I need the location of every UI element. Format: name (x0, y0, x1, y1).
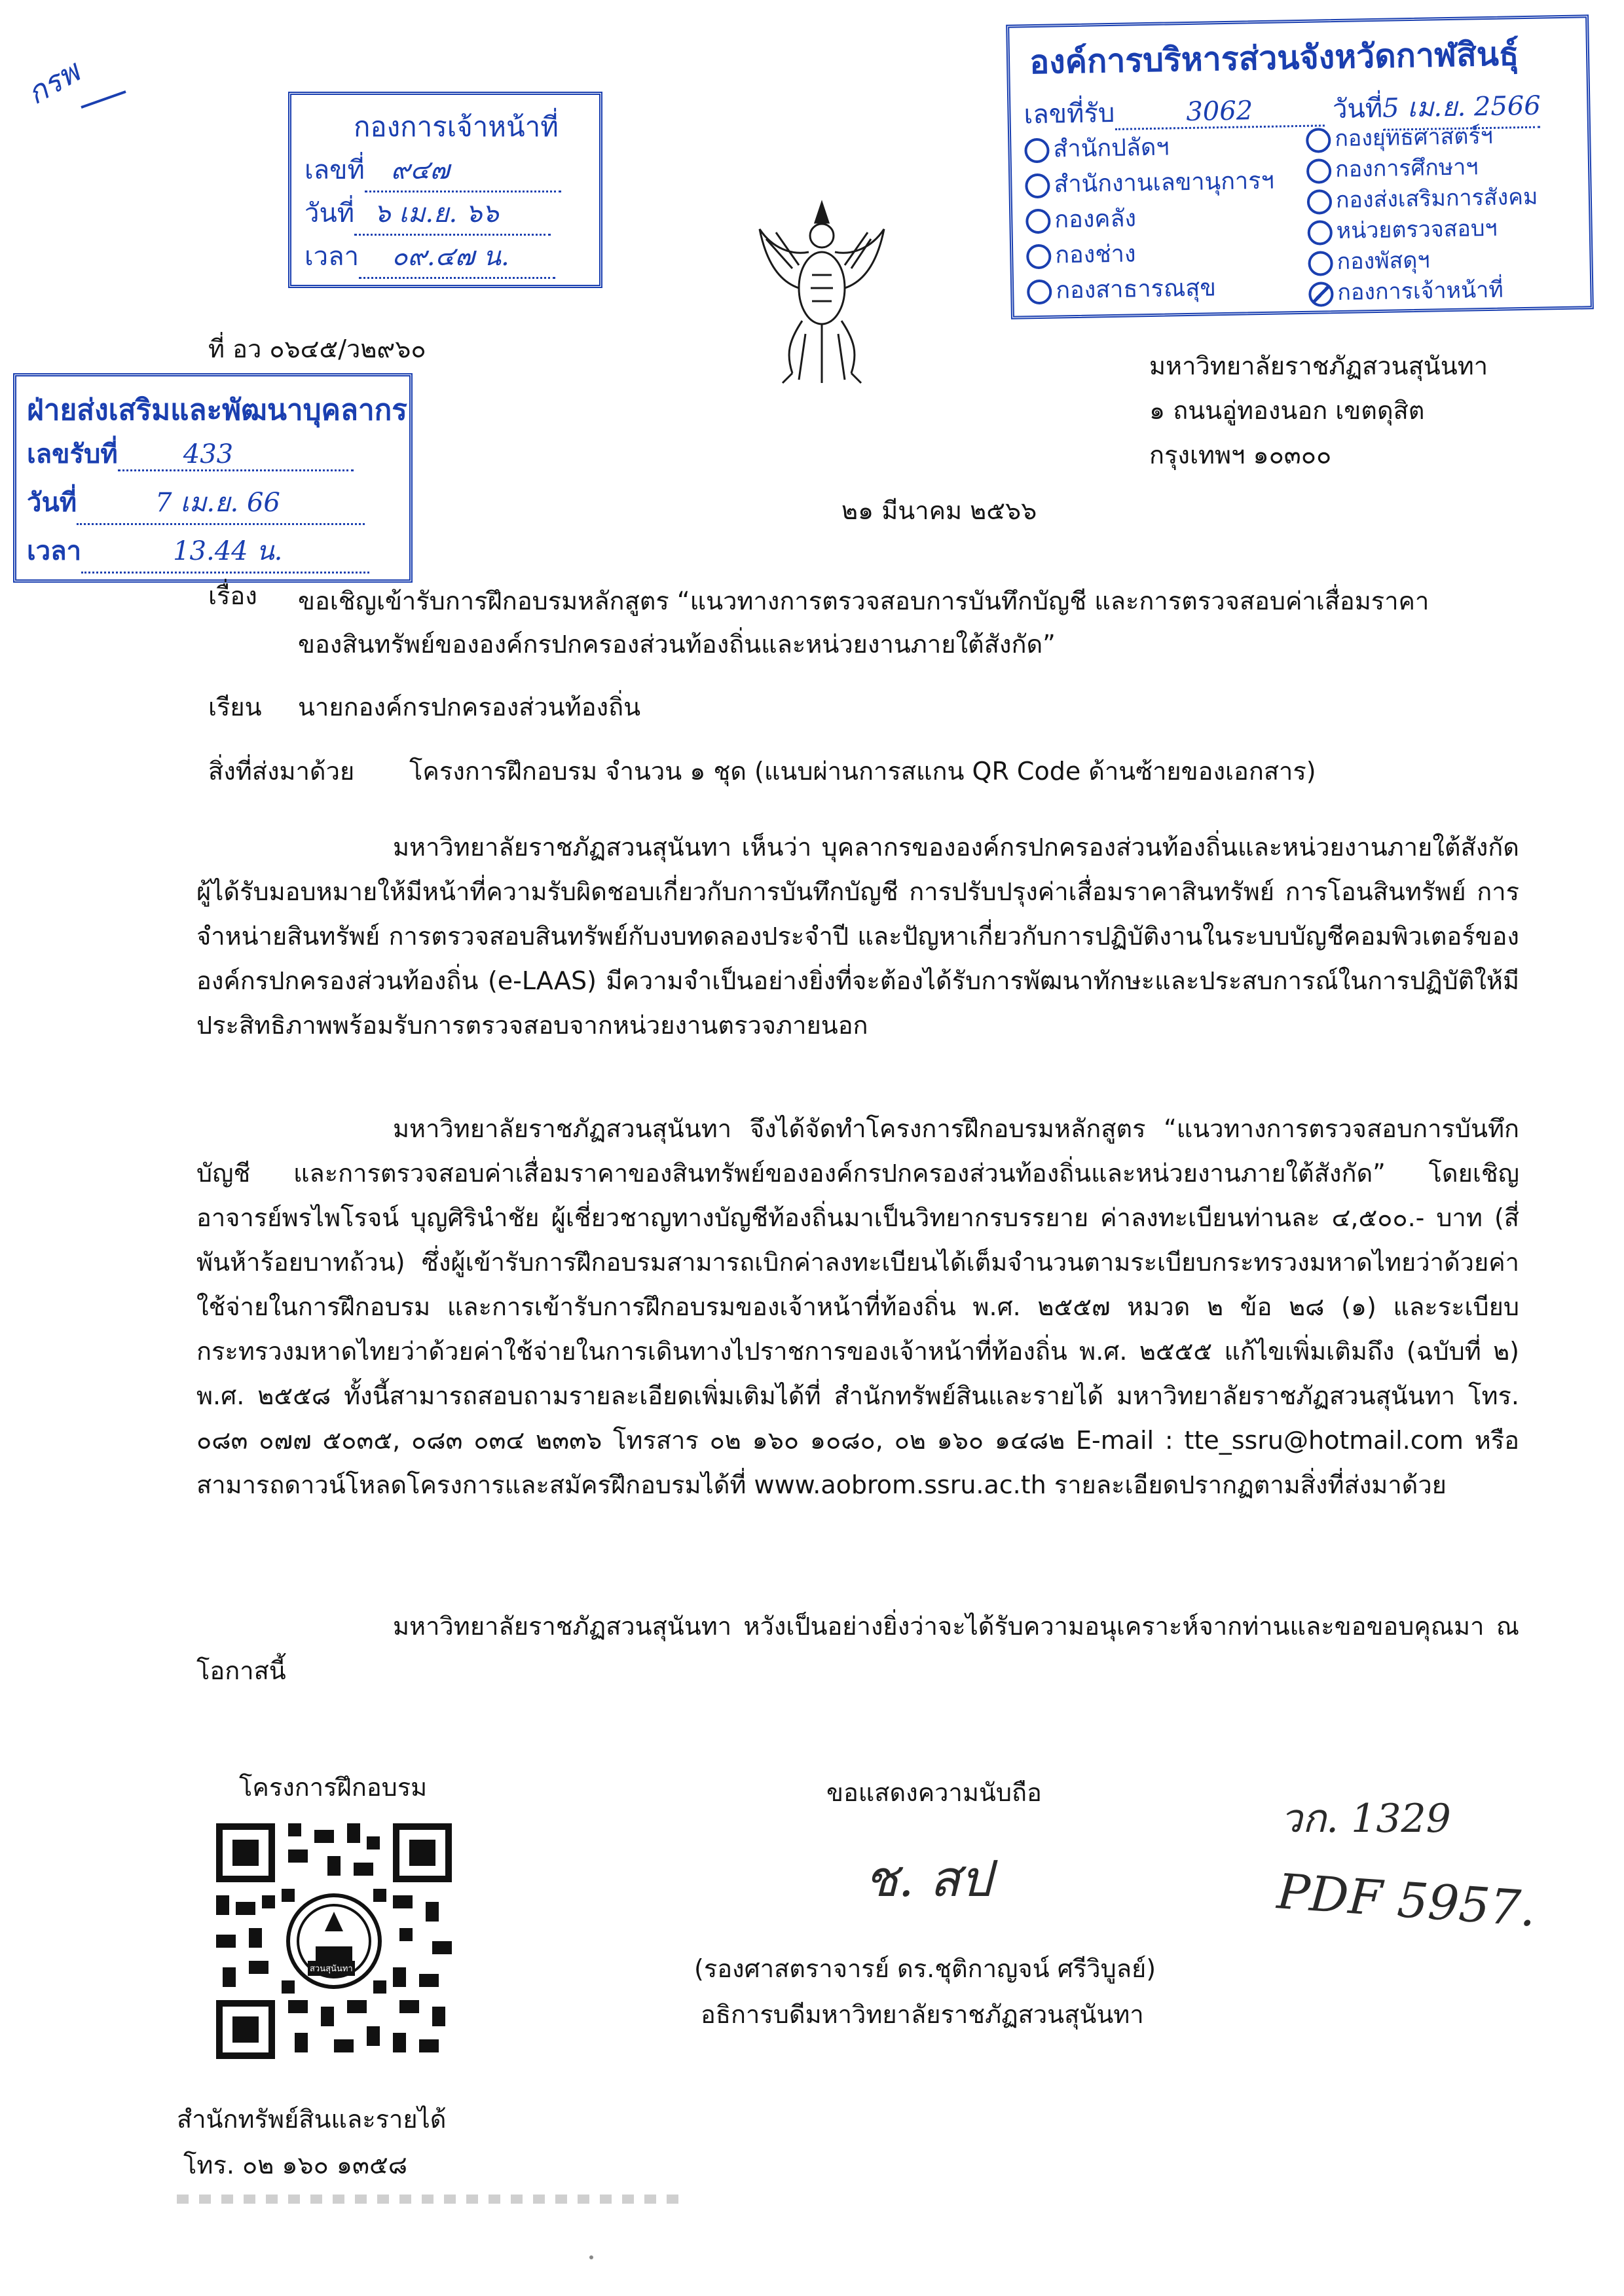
checkbox-circle-icon (1025, 209, 1051, 234)
route-option: หน่วยตรวจสอบฯ (1307, 213, 1538, 247)
checkbox-circle-icon (1024, 138, 1050, 164)
staff-time-label: เวลา (304, 242, 360, 272)
sender-address (1149, 344, 1488, 477)
enclosure-text: โครงการฝึกอบรม จำนวน ๑ ชุด (แนบผ่านการสแกน QR Code ด้านซ้ายของเอกสาร) (409, 757, 1316, 786)
personnel-development-stamp (13, 373, 413, 583)
route-option: กองพัสดุฯ (1308, 244, 1539, 278)
handwritten-pdf-note: PDF 5957. (1275, 1863, 1538, 1938)
staff-date-label: วันที่ (304, 198, 355, 228)
personnel-stamp-title: ฝ่ายส่งเสริมและพัฒนาบุคลากร (27, 393, 407, 427)
personnel-stamp-time-row (27, 530, 369, 574)
subject-line: ขอเชิญเข้ารับการฝึกอบรมหลักสูตร “แนวทางการตรวจสอบการบันทึกบัญชี และการตรวจสอบค่าเสื่อมราคา (298, 587, 1430, 615)
route-option: กองส่งเสริมการสังคม (1307, 182, 1538, 217)
body-paragraph-text: มหาวิทยาลัยราชภัฏสวนสุนันทา เห็นว่า บุคลากรขององค์กรปกครองส่วนท้องถิ่นและหน่วยงานภายใต้สังกัด ผู้ได้รับมอบหมายให้มีหน้าที่ความรับผิดชอบเกี่ยวกับการบันทึกบัญชี การปรับปรุงค่าเสื่อมราคาสินทรัพย์ การโอนสินทรัพย์ การจำหน่ายสินทรัพย์ การตรวจสอบสินทรัพย์กับงบทดลองประจำปี และปัญหาเกี่ยวกับการปฏิบัติงานในระบบบัญชีคอมพิวเตอร์ขององค์กรปกครองส่วนท้องถิ่น (e-LAAS) มีความจำเป็นอย่างยิ่งที่จะต้องได้รับการพัฒนาทักษะและประสบการณ์ในการปฏิบัติให้มีประสิทธิภาพพร้อมรับการตรวจสอบจากหน่วยงานตรวจภายนอก (196, 833, 1519, 1040)
staff-number-label: เลขที่ (304, 155, 365, 185)
body-paragraph-1 (196, 825, 1519, 1048)
scan-speck (589, 2255, 593, 2259)
receiving-number-value: 3062 (1185, 96, 1253, 128)
qr-code[interactable] (210, 1817, 458, 2066)
sender-address-line: มหาวิทยาลัยราชภัฏสวนสุนันทา (1149, 352, 1488, 380)
receiving-number-label: เลขที่รับ (1024, 98, 1115, 130)
salutation-label: เรียน (208, 693, 262, 721)
route-option: กองคลัง (1025, 199, 1275, 239)
staff-stamp-date-row (304, 192, 551, 236)
salutation-recipient: นายกองค์กรปกครองส่วนท้องถิ่น (298, 693, 641, 721)
signer-name: (รองศาสตราจารย์ ดร.ชุติกาญจน์ ศรีวิบูลย์) (694, 1954, 1156, 1983)
route-option: สำนักปลัดฯ (1024, 128, 1274, 168)
receiving-stamp (1006, 14, 1594, 319)
personnel-number-value: 433 (183, 439, 234, 469)
checkbox-circle-icon (1307, 189, 1333, 215)
sender-address-line: ๑ ถนนอู่ทองนอก เขตดุสิต (1149, 396, 1425, 425)
checkbox-circle-icon (1306, 158, 1332, 184)
scan-artifact (177, 2195, 688, 2204)
checkbox-circle-icon (1025, 173, 1050, 199)
qr-logo-text: สวนสุนันทา (308, 1961, 355, 1976)
body-paragraph-text: มหาวิทยาลัยราชภัฏสวนสุนันทา หวังเป็นอย่างยิ่งว่าจะได้รับความอนุเคราะห์จากท่านและขอขอบคุณมา ณ โอกาสนี้ (196, 1612, 1519, 1685)
checkbox-circle-icon (1308, 251, 1333, 276)
receiving-stamp-title: องค์การบริหารส่วนจังหวัดกาฬสินธุ์ (1029, 35, 1519, 82)
staff-stamp-time-row (304, 235, 555, 279)
body-paragraph-3 (196, 1604, 1519, 1693)
staff-number-value: ๙๔๗ (390, 155, 450, 185)
receiving-stamp-left-column (1024, 128, 1276, 310)
route-option: กองสาธารณสุข (1027, 270, 1276, 310)
corner-line-mark (79, 85, 131, 111)
enclosure-label: สิ่งที่ส่งมาด้วย (208, 757, 355, 786)
receiving-date-label: วันที่ (1332, 93, 1383, 125)
body-paragraph-text: มหาวิทยาลัยราชภัฏสวนสุนันทา จึงได้จัดทำโครงการฝึกอบรมหลักสูตร “แนวทางการตรวจสอบการบันทึกบัญชี และการตรวจสอบค่าเสื่อมราคาของสินทรัพย์ขององค์กรปกครองส่วนท้องถิ่นและหน่วยงานภายใต้สังกัด” โดยเชิญ อาจารย์พรไพโรจน์ บุญศิรินำชัย ผู้เชี่ยวชาญทางบัญชีท้องถิ่นมาเป็นวิทยากรบรรยาย ค่าลงทะเบียนท่านละ ๔,๕๐๐.- บาท (สี่พันห้าร้อยบาทถ้วน) ซึ่งผู้เข้ารับการฝึกอบรมสามารถเบิกค่าลงทะเบียนได้เต็มจำนวนตามระเบียบกระทรวงมหาดไทยว่าด้วยค่าใช้จ่ายในการฝึกอบรม และการเข้ารับการฝึกอบรมของเจ้าหน้าที่ท้องถิ่น พ.ศ. ๒๕๕๗ หมวด ๒ ข้อ ๒๘ (๑) และระเบียบกระทรวงมหาดไทยว่าด้วยค่าใช้จ่ายในการเดินทางไปราชการของเจ้าหน้าที่ท้องถิ่น พ.ศ. ๒๕๕๕ แก้ไขเพิ่มเติมถึง (ฉบับที่ ๒) พ.ศ. ๒๕๕๘ ทั้งนี้สามารถสอบถามรายละเอียดเพิ่มเติมได้ที่ สำนักทรัพย์สินและรายได้ มหาวิทยาลัยราชภัฏสวนสุนันทา โทร. ๐๘๓ ๐๗๗ ๕๐๓๕, ๐๘๓ ๐๓๔ ๒๓๓๖ โทรสาร ๐๒ ๑๖๐ ๑๐๘๐, ๐๒ ๑๖๐ ๑๔๘๒ E-mail : tte_ssru@hotmail.com หรือสามารถดาวน์โหลดโครงการและสมัครฝึกอบรมได้ที่ www.aobrom.ssru.ac.th รายละเอียดปรากฏตามสิ่งที่ส่งมาด้วย (196, 1114, 1519, 1499)
staff-date-value: ๖ เม.ย. ๖๖ (374, 198, 499, 228)
route-option: กองการศึกษาฯ (1306, 151, 1538, 186)
personnel-date-label: วันที่ (27, 488, 77, 518)
office-telephone: โทร. ๐๒ ๑๖๐ ๑๓๕๘ (183, 2151, 408, 2179)
garuda-emblem (753, 190, 891, 386)
personnel-time-label: เวลา (27, 536, 82, 566)
office-name: สำนักทรัพย์สินและรายได้ (177, 2105, 447, 2134)
receiving-stamp-right-column (1306, 120, 1540, 309)
staff-stamp-title: กองการเจ้าหน้าที่ (354, 111, 559, 143)
checked-circle-icon (1308, 282, 1334, 307)
document-number: ที่ อว ๐๖๔๕/ว๒๙๖๐ (208, 335, 426, 363)
route-option: สำนักงานเลขานุการฯ (1025, 164, 1274, 204)
checkbox-circle-icon (1307, 220, 1333, 246)
letter-date: ๒๑ มีนาคม ๒๕๖๖ (841, 496, 1037, 525)
receiving-date-value: 5 เม.ย. 2566 (1382, 90, 1541, 124)
route-option: กองยุทธศาสตร์ฯ (1306, 120, 1537, 155)
route-option-checked: กองการเจ้าหน้าที่ (1308, 274, 1540, 309)
checkbox-circle-icon (1027, 280, 1052, 305)
personnel-number-label: เลขรับที่ (27, 439, 118, 469)
body-paragraph-2 (196, 1106, 1519, 1507)
closing-phrase: ขอแสดงความนับถือ (826, 1778, 1042, 1807)
personnel-date-value: 7 เม.ย. 66 (155, 488, 280, 518)
staff-stamp-number-row (304, 149, 561, 192)
qr-caption: โครงการฝึกอบรม (239, 1773, 428, 1802)
checkbox-circle-icon (1026, 244, 1052, 270)
personnel-stamp-date-row (27, 481, 365, 525)
handwritten-reference-note: วก. 1329 (1280, 1796, 1451, 1842)
subject-label: เรื่อง (208, 581, 257, 610)
subject-text (298, 579, 1429, 666)
subject-line: ของสินทรัพย์ขององค์กรปกครองส่วนท้องถิ่นและหน่วยงานภายใต้สังกัด” (298, 630, 1056, 659)
signature: ช. สป (864, 1850, 992, 1908)
staff-time-value: ๐๙.๔๗ น. (392, 242, 509, 272)
personnel-stamp-number-row (27, 433, 354, 475)
staff-division-stamp (288, 92, 602, 288)
signer-title: อธิการบดีมหาวิทยาลัยราชภัฏสวนสุนันทา (701, 2000, 1144, 2029)
corner-handwritten-mark: กรพ (20, 53, 86, 112)
checkbox-circle-icon (1306, 128, 1331, 153)
personnel-time-value: 13.44 น. (173, 536, 283, 566)
route-option: กองช่าง (1026, 234, 1276, 274)
sender-address-line: กรุงเทพฯ ๑๐๓๐๐ (1149, 441, 1332, 469)
